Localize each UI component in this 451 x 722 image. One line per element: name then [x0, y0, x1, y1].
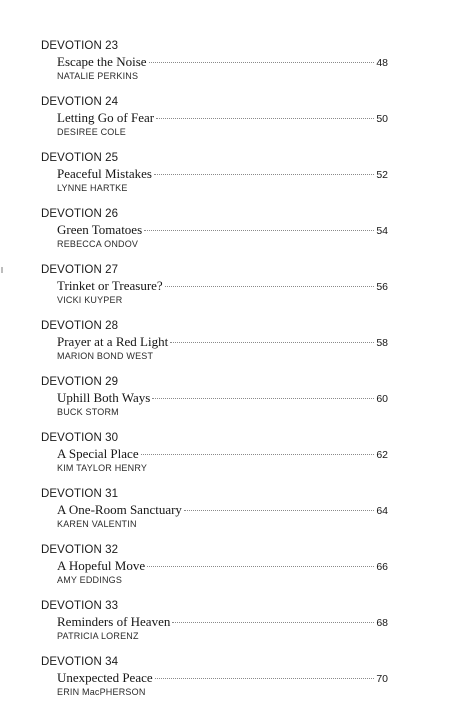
dot-leader — [156, 118, 374, 119]
toc-entry — [41, 40, 388, 92]
toc-entry — [41, 656, 388, 708]
devotion-title: Letting Go of Fear — [57, 110, 155, 125]
toc-line — [57, 110, 388, 126]
author-name: ERIN MacPHERSON — [57, 687, 146, 697]
devotion-label: DEVOTION 34 — [41, 656, 119, 668]
dot-leader — [152, 398, 374, 399]
toc-line — [57, 390, 388, 406]
page-number: 58 — [376, 337, 388, 349]
devotion-label: DEVOTION 23 — [41, 40, 119, 52]
devotion-title: A Hopeful Move — [57, 558, 146, 573]
dot-leader — [154, 174, 374, 175]
page-number: 52 — [376, 169, 388, 181]
author-name: AMY EDDINGS — [57, 575, 123, 585]
toc-entry — [41, 96, 388, 148]
toc-line — [57, 502, 388, 518]
devotion-label: DEVOTION 28 — [41, 320, 119, 332]
page-number: 56 — [376, 281, 388, 293]
toc-line — [57, 334, 388, 350]
author-name: KIM TAYLOR HENRY — [57, 463, 148, 473]
devotion-title: Unexpected Peace — [57, 670, 153, 685]
dot-leader — [155, 678, 375, 679]
page-number: 66 — [376, 561, 388, 573]
page-number: 62 — [376, 449, 388, 461]
devotion-label: DEVOTION 32 — [41, 544, 119, 556]
toc-entry — [41, 152, 388, 204]
devotion-title: Peaceful Mistakes — [57, 166, 152, 181]
devotion-label: DEVOTION 24 — [41, 96, 119, 108]
toc-entry — [41, 488, 388, 540]
toc-line — [57, 278, 388, 294]
author-name: REBECCA ONDOV — [57, 239, 139, 249]
author-name: PATRICIA LORENZ — [57, 631, 139, 641]
devotion-title: Prayer at a Red Light — [57, 334, 169, 349]
page-number: 70 — [376, 673, 388, 685]
toc-line — [57, 670, 388, 686]
devotion-label: DEVOTION 31 — [41, 488, 119, 500]
page-number: 54 — [376, 225, 388, 237]
toc-entry — [41, 376, 388, 428]
author-name: KAREN VALENTIN — [57, 519, 137, 529]
dot-leader — [165, 286, 375, 287]
devotion-label: DEVOTION 30 — [41, 432, 119, 444]
author-name: NATALIE PERKINS — [57, 71, 139, 81]
dot-leader — [144, 230, 374, 231]
author-name: BUCK STORM — [57, 407, 119, 417]
toc-entry — [41, 264, 388, 316]
author-name: MARION BOND WEST — [57, 351, 154, 361]
toc-line — [57, 222, 388, 238]
dot-leader — [147, 566, 374, 567]
dot-leader — [141, 454, 375, 455]
devotion-title: Trinket or Treasure? — [57, 278, 163, 293]
devotion-label: DEVOTION 29 — [41, 376, 119, 388]
toc-entry — [41, 544, 388, 596]
toc-line — [57, 614, 388, 630]
devotion-title: Uphill Both Ways — [57, 390, 151, 405]
author-name: VICKI KUYPER — [57, 295, 123, 305]
devotion-label: DEVOTION 26 — [41, 208, 119, 220]
devotion-title: Reminders of Heaven — [57, 614, 171, 629]
devotion-title: Green Tomatoes — [57, 222, 143, 237]
page-number: 64 — [376, 505, 388, 517]
devotion-label: DEVOTION 27 — [41, 264, 119, 276]
dot-leader — [170, 342, 374, 343]
toc-entry — [41, 600, 388, 652]
dot-leader — [149, 62, 375, 63]
toc-entry — [41, 320, 388, 372]
devotion-title: Escape the Noise — [57, 54, 147, 69]
devotion-title: A Special Place — [57, 446, 139, 461]
toc-line — [57, 446, 388, 462]
author-name: DESIREE COLE — [57, 127, 126, 137]
page-number: 68 — [376, 617, 388, 629]
toc-line — [57, 558, 388, 574]
devotion-label: DEVOTION 33 — [41, 600, 119, 612]
dot-leader — [172, 622, 374, 623]
page-number: 48 — [376, 57, 388, 69]
margin-mark — [1, 267, 3, 273]
devotion-title: A One-Room Sanctuary — [57, 502, 182, 517]
page-number: 50 — [376, 113, 388, 125]
devotion-label: DEVOTION 25 — [41, 152, 119, 164]
toc-line — [57, 54, 388, 70]
toc-line — [57, 166, 388, 182]
page-number: 60 — [376, 393, 388, 405]
toc-entry — [41, 208, 388, 260]
toc-entry — [41, 432, 388, 484]
dot-leader — [184, 510, 374, 511]
author-name: LYNNE HARTKE — [57, 183, 128, 193]
